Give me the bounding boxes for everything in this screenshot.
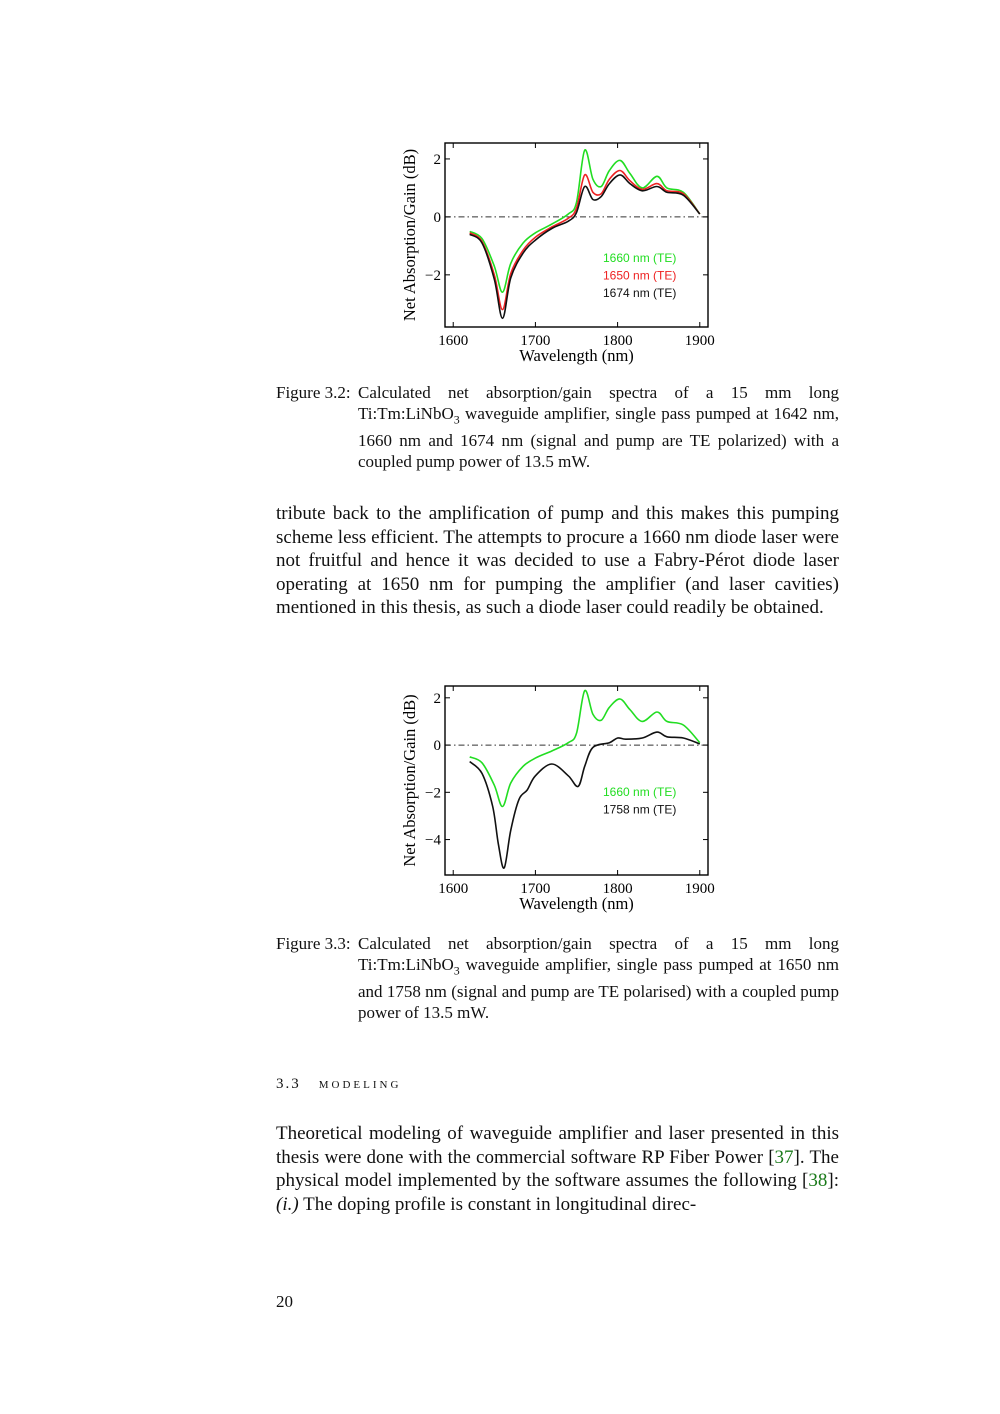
caption-label: Figure 3.3: — [276, 934, 351, 953]
x-axis-label: Wavelength (nm) — [519, 894, 634, 913]
legend-entry: 1650 nm (TE) — [603, 268, 677, 283]
x-tick-label: 1600 — [438, 881, 469, 897]
y-tick-label: 0 — [433, 738, 441, 755]
x-tick-label: 1900 — [684, 333, 715, 349]
y-tick-label: 2 — [433, 151, 441, 168]
x-tick-label: 1700 — [520, 333, 551, 349]
x-tick-label: 1600 — [438, 333, 469, 349]
legend-entry: 1674 nm (TE) — [603, 286, 677, 300]
y-tick-label: 2 — [433, 690, 441, 707]
caption-label: Figure 3.2: — [276, 383, 351, 402]
section-number: 3.3 — [276, 1076, 301, 1092]
x-tick-label: 1800 — [602, 881, 633, 897]
body-paragraph-2: Theoretical modeling of waveguide amplifier and laser presented in this thesis were done with the commercial software RP Fiber Power [37]. The physical model implemented by the software assumes the following [38]: (i.) The doping profile is constant in longitudinal direc- — [276, 1123, 839, 1215]
section-heading — [276, 1076, 401, 1093]
section-title: modeling — [318, 1076, 402, 1092]
y-axis-label: Net Absorption/Gain (dB) — [400, 148, 419, 322]
caption-text: Calculated net absorption/gain spectra of a 15 mm long Ti:Tm:LiNbO$_3$ waveguide amplifier, single pass pumped at 1650 nm and 1758 nm (signal and pump are TE polarised) with a coupled pump power of 13.5 mW. — [358, 934, 839, 1023]
y-tick-label: −2 — [425, 785, 441, 802]
x-axis-label: Wavelength (nm) — [519, 346, 634, 365]
series-line — [470, 732, 700, 868]
y-axis-label: Net Absorption/Gain (dB) — [400, 694, 419, 867]
legend-entry: 1660 nm (TE) — [603, 785, 677, 799]
citation-link[interactable]: 38 — [808, 1170, 828, 1192]
citation-link[interactable]: 37 — [774, 1146, 794, 1168]
legend-entry: 1758 nm (TE) — [603, 802, 677, 817]
page-number: 20 — [276, 1292, 293, 1311]
figure-3-3-chart — [395, 678, 735, 918]
y-tick-label: 0 — [433, 209, 441, 226]
caption-text: Calculated net absorption/gain spectra of a 15 mm long Ti:Tm:LiNbO$_3$ waveguide amplifier, single pass pumped at 1642 nm, 1660 nm and 1674 nm (signal and pump are TE polarized) with a coupled pump power of 13.5 mW. — [358, 383, 839, 472]
x-tick-label: 1900 — [684, 881, 715, 897]
y-tick-label: −4 — [425, 832, 441, 849]
x-tick-label: 1800 — [602, 333, 633, 349]
x-tick-label: 1700 — [520, 881, 551, 897]
y-tick-label: −2 — [425, 267, 441, 284]
body-paragraph-1: tribute back to the amplification of pump and this makes this pumping scheme less efficient. The attempts to procure a 1660 nm diode laser were not fruitful and hence it was decided to use a Fabry-Pérot diode laser operating at 1650 nm for pumping the amplifier (and laser cavities) mentioned in this thesis, as such a diode laser could readily be obtained. — [276, 503, 839, 619]
figure-3-3 — [395, 678, 735, 918]
legend-entry: 1660 nm (TE) — [603, 251, 677, 265]
figure-3-2-chart — [395, 135, 735, 370]
figure-3-2 — [395, 135, 735, 370]
